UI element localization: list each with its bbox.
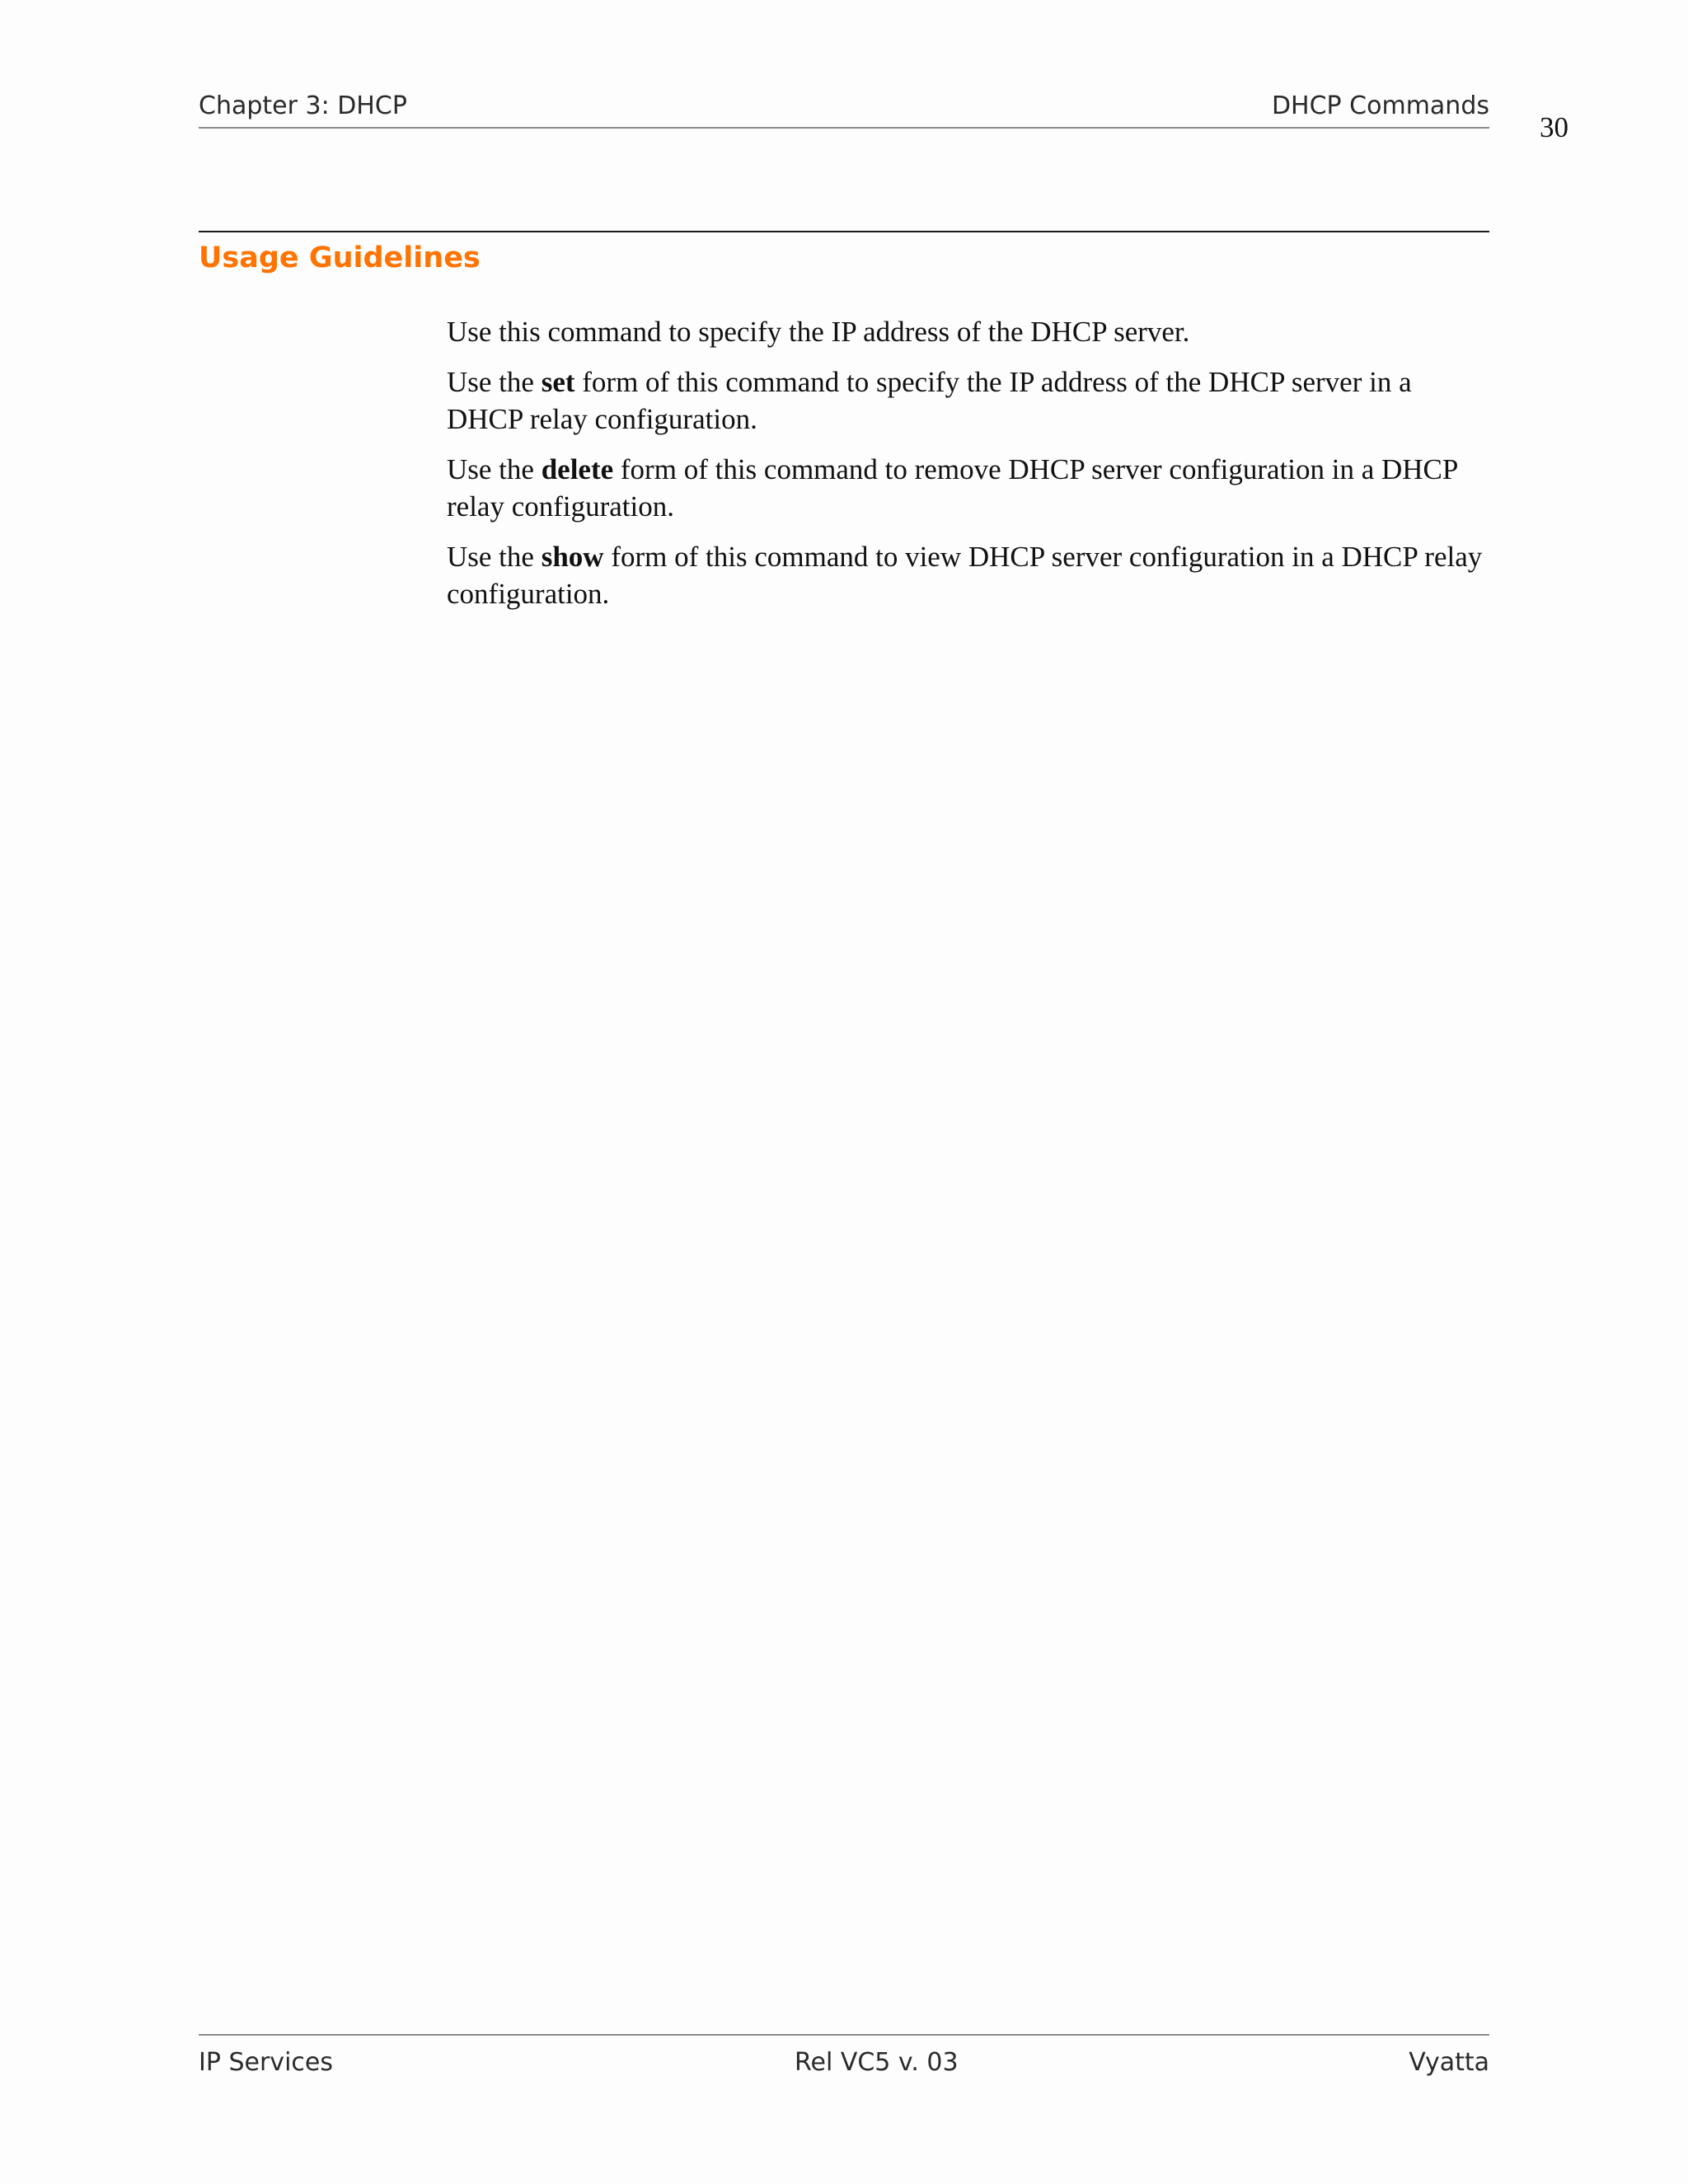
- keyword-set: set: [541, 366, 575, 398]
- header-divider: [199, 127, 1489, 129]
- keyword-delete: delete: [541, 453, 614, 485]
- paragraph-set-lead: Use the: [447, 366, 542, 398]
- paragraph-delete: [447, 451, 1493, 525]
- paragraph-intro: Use this command to specify the IP address of the DHCP server.: [447, 316, 1190, 348]
- paragraph-set: [447, 363, 1493, 438]
- section-heading: Usage Guidelines: [199, 241, 481, 274]
- footer-release: Rel VC5 v. 03: [795, 2048, 959, 2077]
- header-section: DHCP Commands: [1271, 91, 1489, 120]
- paragraph-delete-rest: form of this command to remove DHCP server configuration in a DHCP relay configuration.: [447, 453, 1458, 523]
- paragraph-delete-lead: Use the: [447, 453, 542, 485]
- footer-product: IP Services: [199, 2048, 333, 2077]
- footer-divider: [199, 2034, 1489, 2036]
- section-divider: [199, 231, 1489, 232]
- header-chapter: Chapter 3: DHCP: [199, 91, 407, 120]
- page-number: 30: [1540, 111, 1568, 143]
- paragraph-show-lead: Use the: [447, 541, 542, 573]
- paragraph-show: [447, 538, 1493, 612]
- paragraph-show-rest: form of this command to view DHCP server configuration in a DHCP relay configuration.: [447, 541, 1483, 610]
- keyword-show: show: [541, 541, 604, 573]
- usage-guidelines-body: [447, 313, 1493, 626]
- paragraph-set-rest: form of this command to specify the IP address of the DHCP server in a DHCP relay configuration.: [447, 366, 1412, 435]
- footer-company: Vyatta: [1409, 2048, 1489, 2077]
